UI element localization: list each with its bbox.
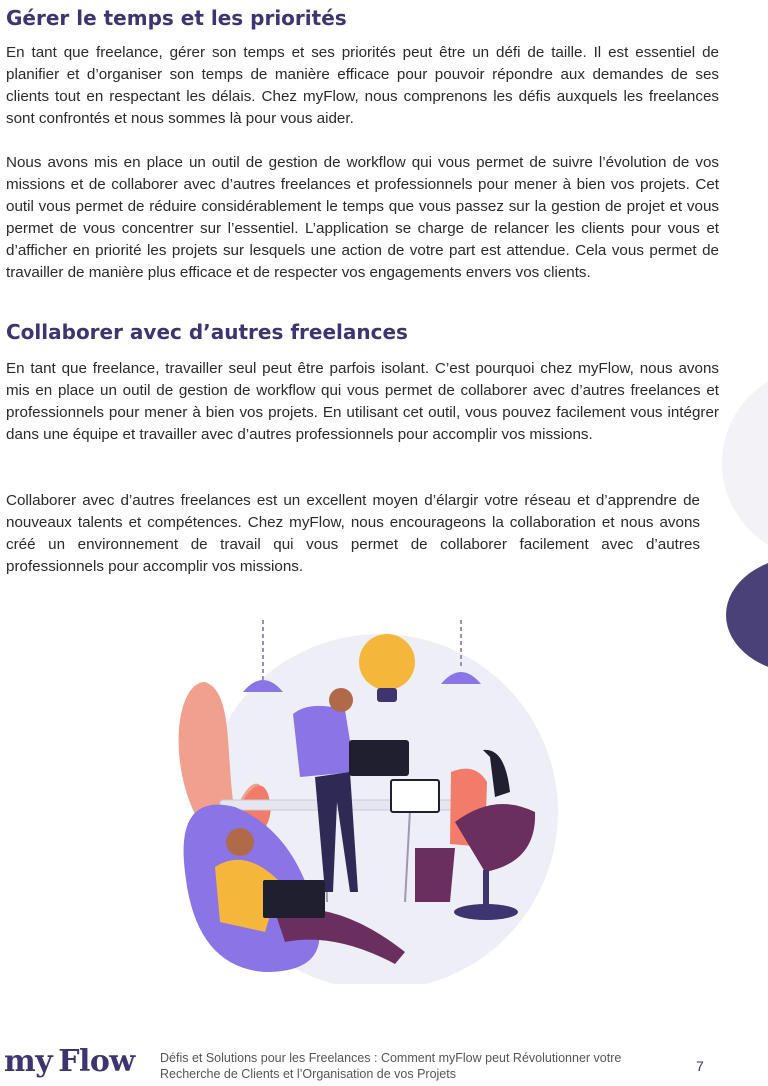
- section-heading-collab: Collaborer avec d’autres freelances: [6, 320, 408, 344]
- lightbulb-icon: [359, 634, 415, 690]
- myflow-logo: [4, 1044, 135, 1079]
- footer-line-1: Défis et Solutions pour les Freelances : Comment myFlow peut Révolutionner votre: [160, 1051, 622, 1065]
- footer-line-2: Recherche de Clients et l’Organisation de vos Projets: [160, 1067, 456, 1081]
- lounging-person-head: [226, 828, 254, 856]
- logo-text-my: my: [4, 1044, 53, 1079]
- team-collaboration-illustration: [165, 612, 585, 984]
- standing-person-torso: [293, 706, 355, 777]
- logo-text-flow: Flow: [58, 1044, 135, 1079]
- seated-person-legs: [415, 848, 455, 902]
- footer-title: [160, 1050, 680, 1082]
- lightbulb-base: [377, 688, 397, 702]
- laptop: [391, 780, 439, 812]
- page-footer: [0, 1040, 768, 1086]
- paragraph-time-1: En tant que freelance, gérer son temps et ses priorités peut être un défi de taille. Il est essentiel de planifier et d’organiser son temps de manière efficace pour pouvoir répondre aux demandes de ses clients tout en respectant les délais. Chez myFlow, nous comprenons les défis auxquels les freelances sont confrontés et nous sommes là pour vous aider.: [6, 44, 719, 127]
- decorative-circle-dark: [726, 556, 768, 674]
- paragraph-collab-1: En tant que freelance, travailler seul peut être parfois isolant. C’est pourquoi chez myFlow, nous avons mis en place un outil de gestion de workflow qui vous permet de collaborer avec d’autres freelances et professionnels pour mener à bien vos projets. En utilisant cet outil, vous pouvez facilement vous intégrer dans une équipe et travailler avec d’autres professionnels pour accomplir vos missions.: [6, 360, 719, 443]
- section-heading-time: Gérer le temps et les priorités: [6, 6, 347, 30]
- standing-person-head: [329, 688, 353, 712]
- laptop: [263, 880, 325, 918]
- decorative-circle-light: [722, 366, 768, 560]
- chair-foot: [454, 904, 518, 920]
- page-number: 7: [696, 1058, 704, 1074]
- paragraph-time-2: Nous avons mis en place un outil de gestion de workflow qui vous permet de suivre l’évolution de vos missions et de collaborer avec d’autres freelances et professionnels pour mener à bien vos projets. Cet outil vous permet de réduire considérablement le temps que vous passez sur la gestion de projet et vous permet de vous concentrer sur l’essentiel. L’application se charge de relancer les clients pour vous et d’afficher en priorité les projets sur lesquels une action de votre part est attendue. Cela vous permet de travailler de manière plus efficace et de respecter vos engagements envers vos clients.: [6, 154, 719, 281]
- paragraph-collab-2: Collaborer avec d’autres freelances est un excellent moyen d’élargir votre réseau et d’apprendre de nouveaux talents et compétences. Chez myFlow, nous encourageons la collaboration et nous avons créé un environnement de travail qui vous permet de collaborer facilement avec d’autres professionnels pour accomplir vos missions.: [6, 492, 700, 575]
- laptop: [349, 740, 409, 776]
